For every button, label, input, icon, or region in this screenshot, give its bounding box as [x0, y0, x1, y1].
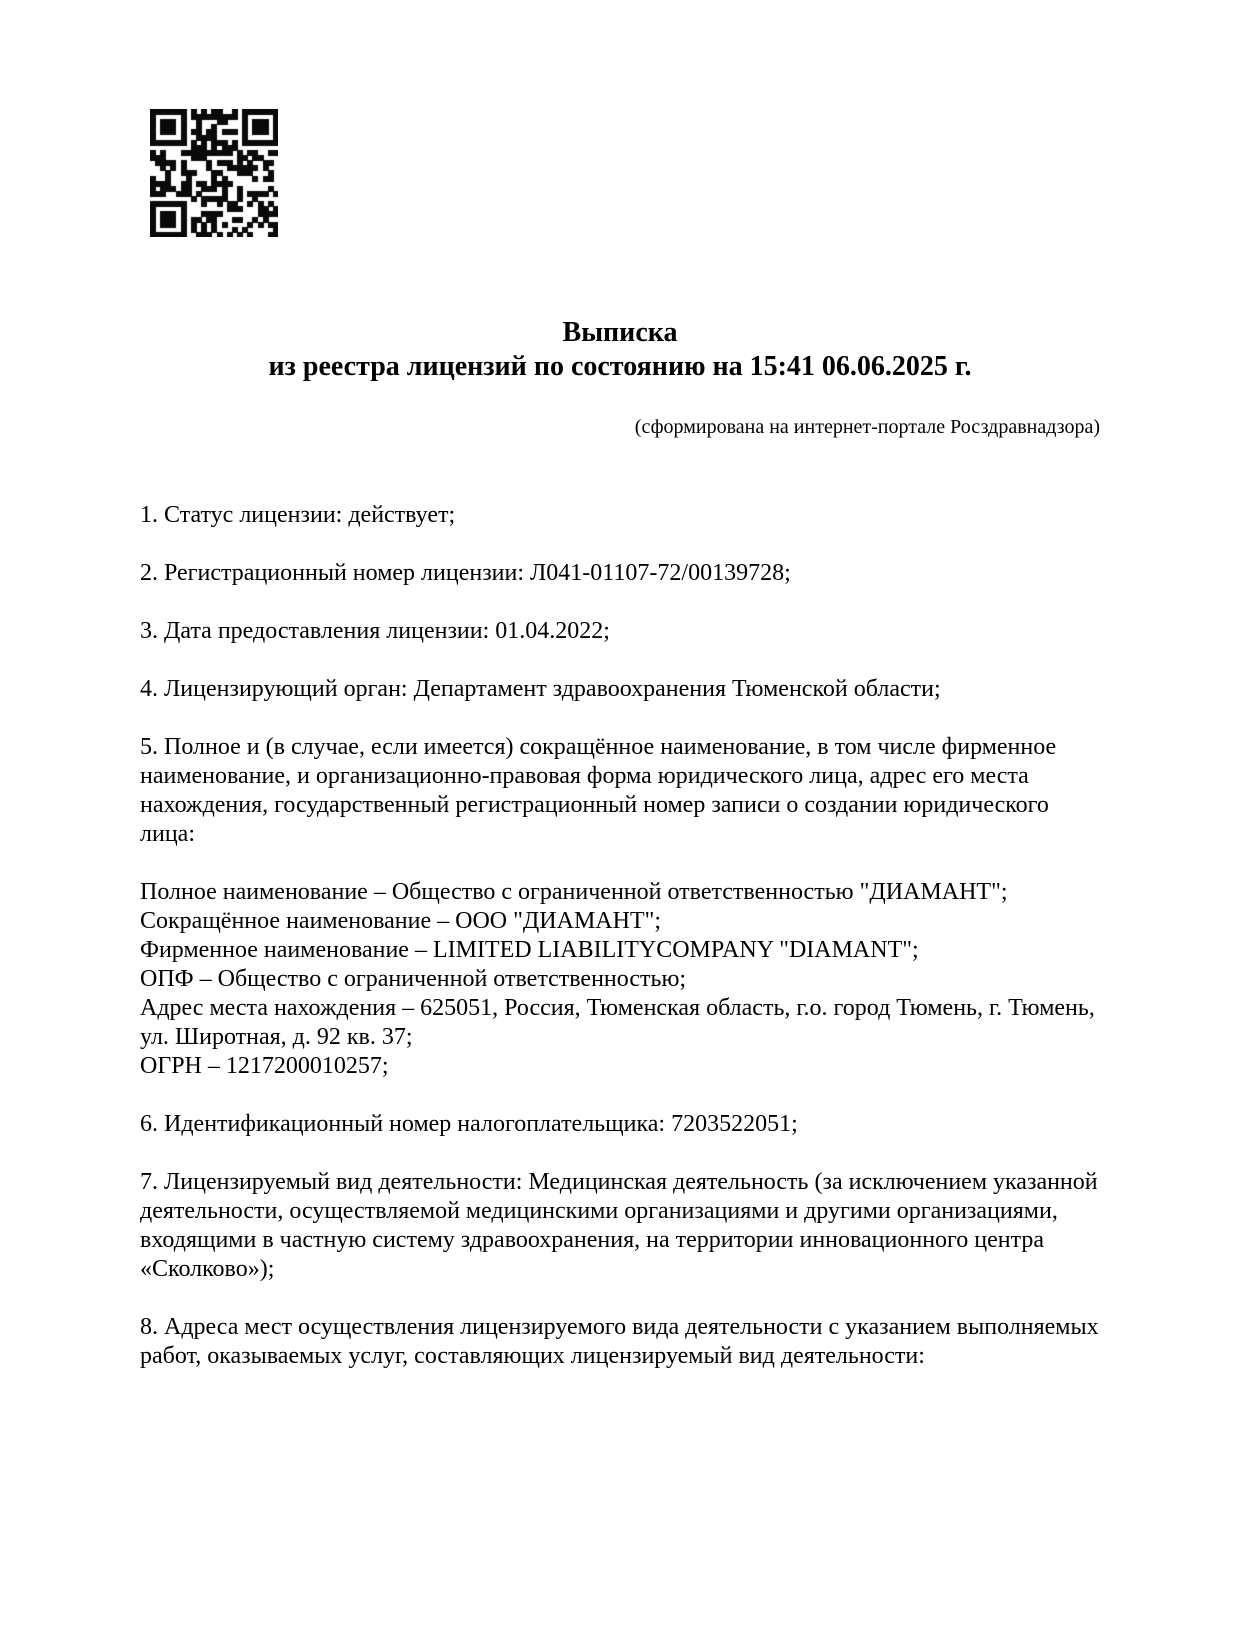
title-line-1: Выписка: [562, 317, 678, 348]
company-details-block: [140, 878, 1100, 1081]
taxpayer-inn: 6. Идентификационный номер налогоплательщика: 7203522051;: [140, 1111, 798, 1137]
document-subtitle: (сформирована на интернет-портале Росздравнадзора): [634, 416, 1100, 438]
license-status: 1. Статус лицензии: действует;: [140, 502, 456, 528]
company-ogrn: ОГРН – 1217200010257;: [140, 1053, 389, 1079]
company-opf: ОПФ – Общество с ограниченной ответственностью;: [140, 966, 687, 992]
document-title: [140, 0, 1100, 384]
company-address: Адрес места нахождения – 625051, Россия, Тюменская область, г.о. город Тюмень, г. Тюмень, ул. Широтная, д. 92 кв. 37;: [140, 995, 1095, 1050]
activity-addresses-heading: 8. Адреса мест осуществления лицензируемого вида деятельности с указанием выполняемых работ, оказываемых услуг, составляющих лицензируемый вид деятельности:: [140, 1314, 1099, 1369]
licensing-authority: 4. Лицензирующий орган: Департамент здравоохранения Тюменской области;: [140, 676, 941, 702]
company-short-name: Сокращённое наименование – ООО "ДИАМАНТ";: [140, 908, 662, 934]
qr-code: [150, 109, 278, 237]
licensed-activity: 7. Лицензируемый вид деятельности: Медицинская деятельность (за исключением указанной деятельности, осуществляемой медицинскими организациями и другими организациями, входящими в частную систему здравоохранения, на территории инновационного центра «Сколково»);: [140, 1169, 1098, 1282]
document-body: [140, 501, 1100, 1371]
license-reg-number: 2. Регистрационный номер лицензии: Л041-01107-72/00139728;: [140, 560, 791, 586]
title-line-2: из реестра лицензий по состоянию на 15:41 06.06.2025 г.: [268, 351, 972, 382]
company-full-name: Полное наименование – Общество с ограниченной ответственностью "ДИАМАНТ";: [140, 879, 1008, 905]
license-grant-date: 3. Дата предоставления лицензии: 01.04.2022;: [140, 618, 610, 644]
qr-code-image: [150, 109, 278, 237]
company-brand-name: Фирменное наименование – LIMITED LIABILITYCOMPANY "DIAMANT";: [140, 937, 919, 963]
company-names-intro: 5. Полное и (в случае, если имеется) сокращённое наименование, в том числе фирменное наименование, и организационно-правовая форма юридического лица, адрес его места нахождения, государственный регистрационный номер записи о создании юридического лица:: [140, 734, 1057, 847]
